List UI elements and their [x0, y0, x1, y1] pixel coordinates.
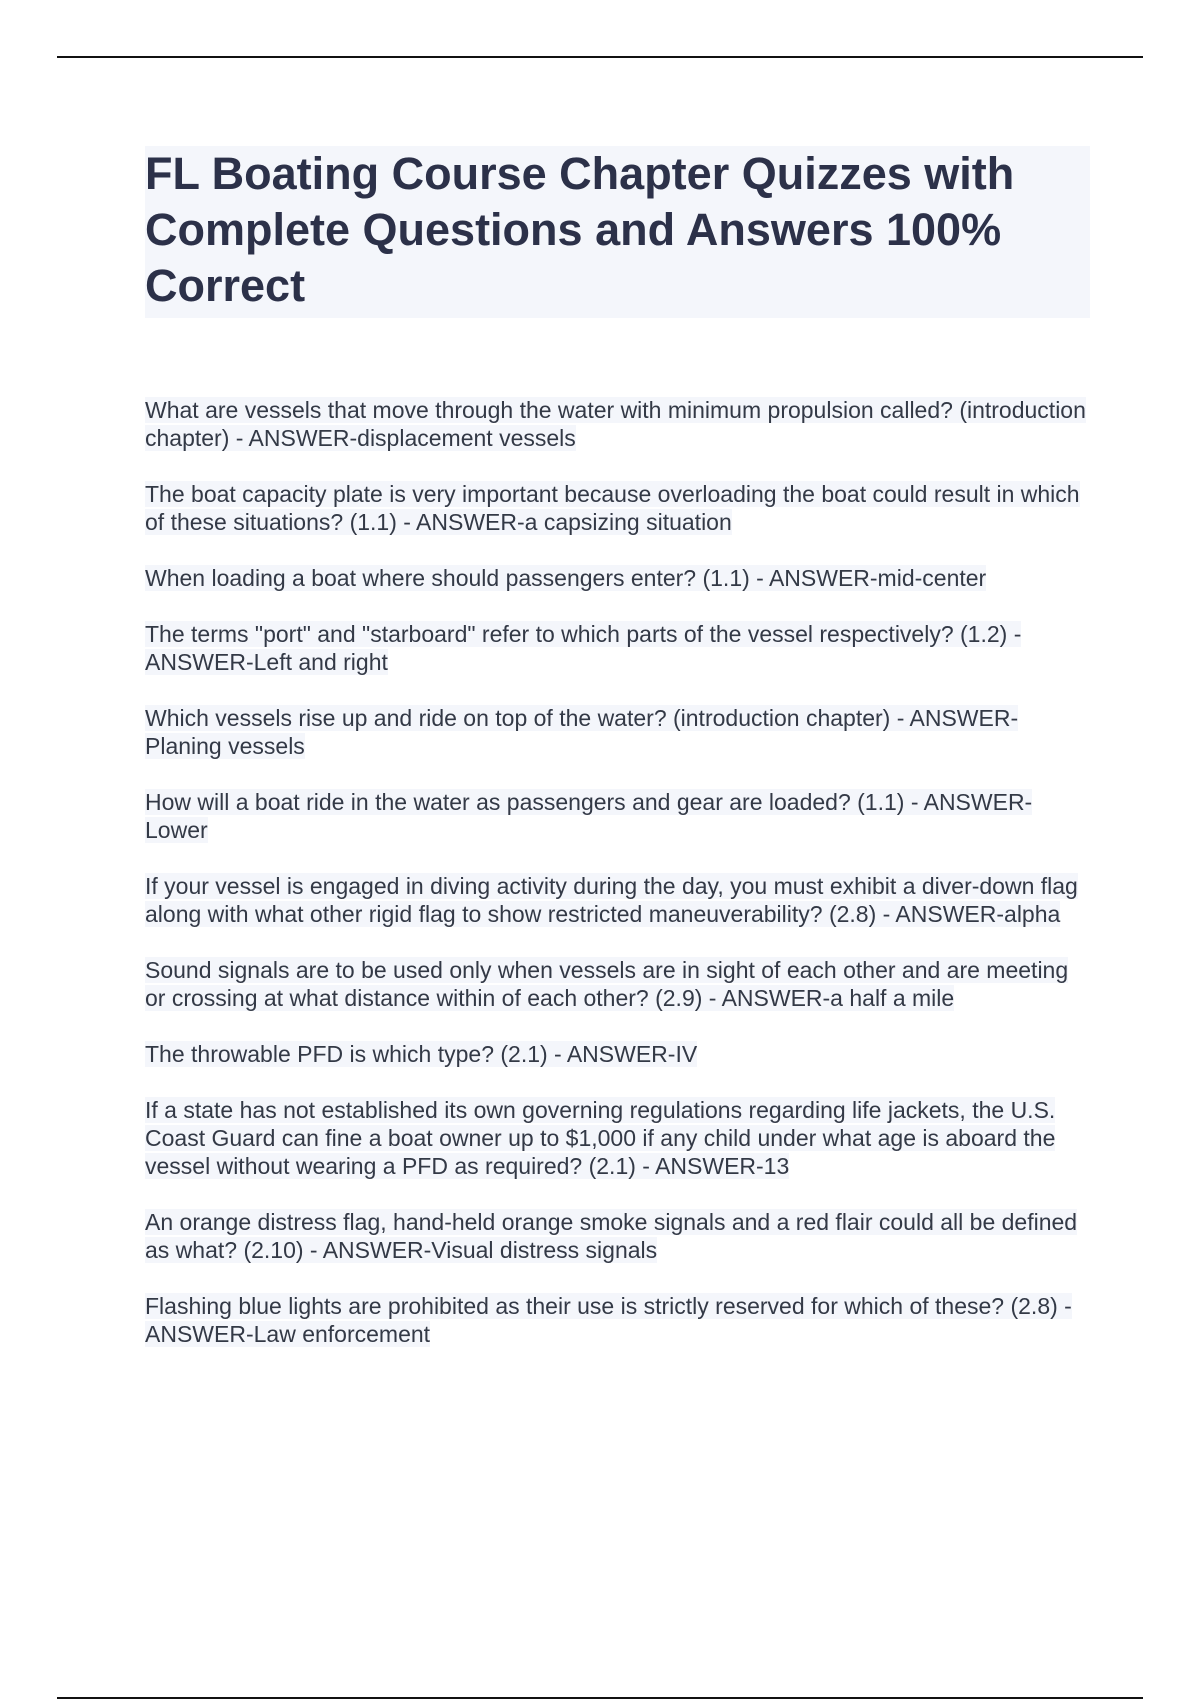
qa-item — [145, 564, 1090, 592]
qa-text: The terms "port" and "starboard" refer to which parts of the vessel respectively? (1.2) - ANSWER-Left and right — [145, 621, 1022, 675]
title-block — [145, 146, 1090, 318]
qa-text: Which vessels rise up and ride on top of the water? (introduction chapter) - ANSWER-Planing vessels — [145, 705, 1019, 759]
qa-text: If a state has not established its own governing regulations regarding life jackets, the U.S. Coast Guard can fine a boat owner up to $1,000 if any child under what age is aboard the vessel without wearing a PFD as required? (2.1) - ANSWER-13 — [145, 1097, 1056, 1179]
qa-item — [145, 872, 1090, 928]
qa-text: Flashing blue lights are prohibited as their use is strictly reserved for which of these? (2.8) - ANSWER-Law enforcement — [145, 1293, 1072, 1347]
qa-item — [145, 480, 1090, 536]
qa-list — [145, 396, 1090, 1376]
qa-item — [145, 1208, 1090, 1264]
qa-item — [145, 620, 1090, 676]
document-title: FL Boating Course Chapter Quizzes with Complete Questions and Answers 100% Correct — [145, 148, 1015, 311]
qa-text: How will a boat ride in the water as passengers and gear are loaded? (1.1) - ANSWER-Lower — [145, 789, 1033, 843]
qa-item — [145, 956, 1090, 1012]
qa-item — [145, 788, 1090, 844]
qa-text: The throwable PFD is which type? (2.1) - ANSWER-IV — [145, 1041, 698, 1067]
qa-item — [145, 704, 1090, 760]
bottom-rule — [57, 1697, 1143, 1699]
qa-text: An orange distress flag, hand-held orange smoke signals and a red flair could all be defined as what? (2.10) - ANSWER-Visual distress signals — [145, 1209, 1078, 1263]
qa-text: If your vessel is engaged in diving activity during the day, you must exhibit a diver-down flag along with what other rigid flag to show restricted maneuverability? (2.8) - ANSWER-alpha — [145, 873, 1078, 927]
qa-text: The boat capacity plate is very important because overloading the boat could result in which of these situations? (1.1) - ANSWER-a capsizing situation — [145, 481, 1080, 535]
qa-text: When loading a boat where should passengers enter? (1.1) - ANSWER-mid-center — [145, 565, 987, 591]
qa-item — [145, 396, 1090, 452]
qa-item — [145, 1096, 1090, 1180]
qa-item — [145, 1292, 1090, 1348]
qa-item — [145, 1040, 1090, 1068]
qa-text: Sound signals are to be used only when vessels are in sight of each other and are meeting or crossing at what distance within of each other? (2.9) - ANSWER-a half a mile — [145, 957, 1069, 1011]
qa-text: What are vessels that move through the water with minimum propulsion called? (introduction chapter) - ANSWER-displacement vessels — [145, 397, 1086, 451]
top-rule — [57, 56, 1143, 58]
